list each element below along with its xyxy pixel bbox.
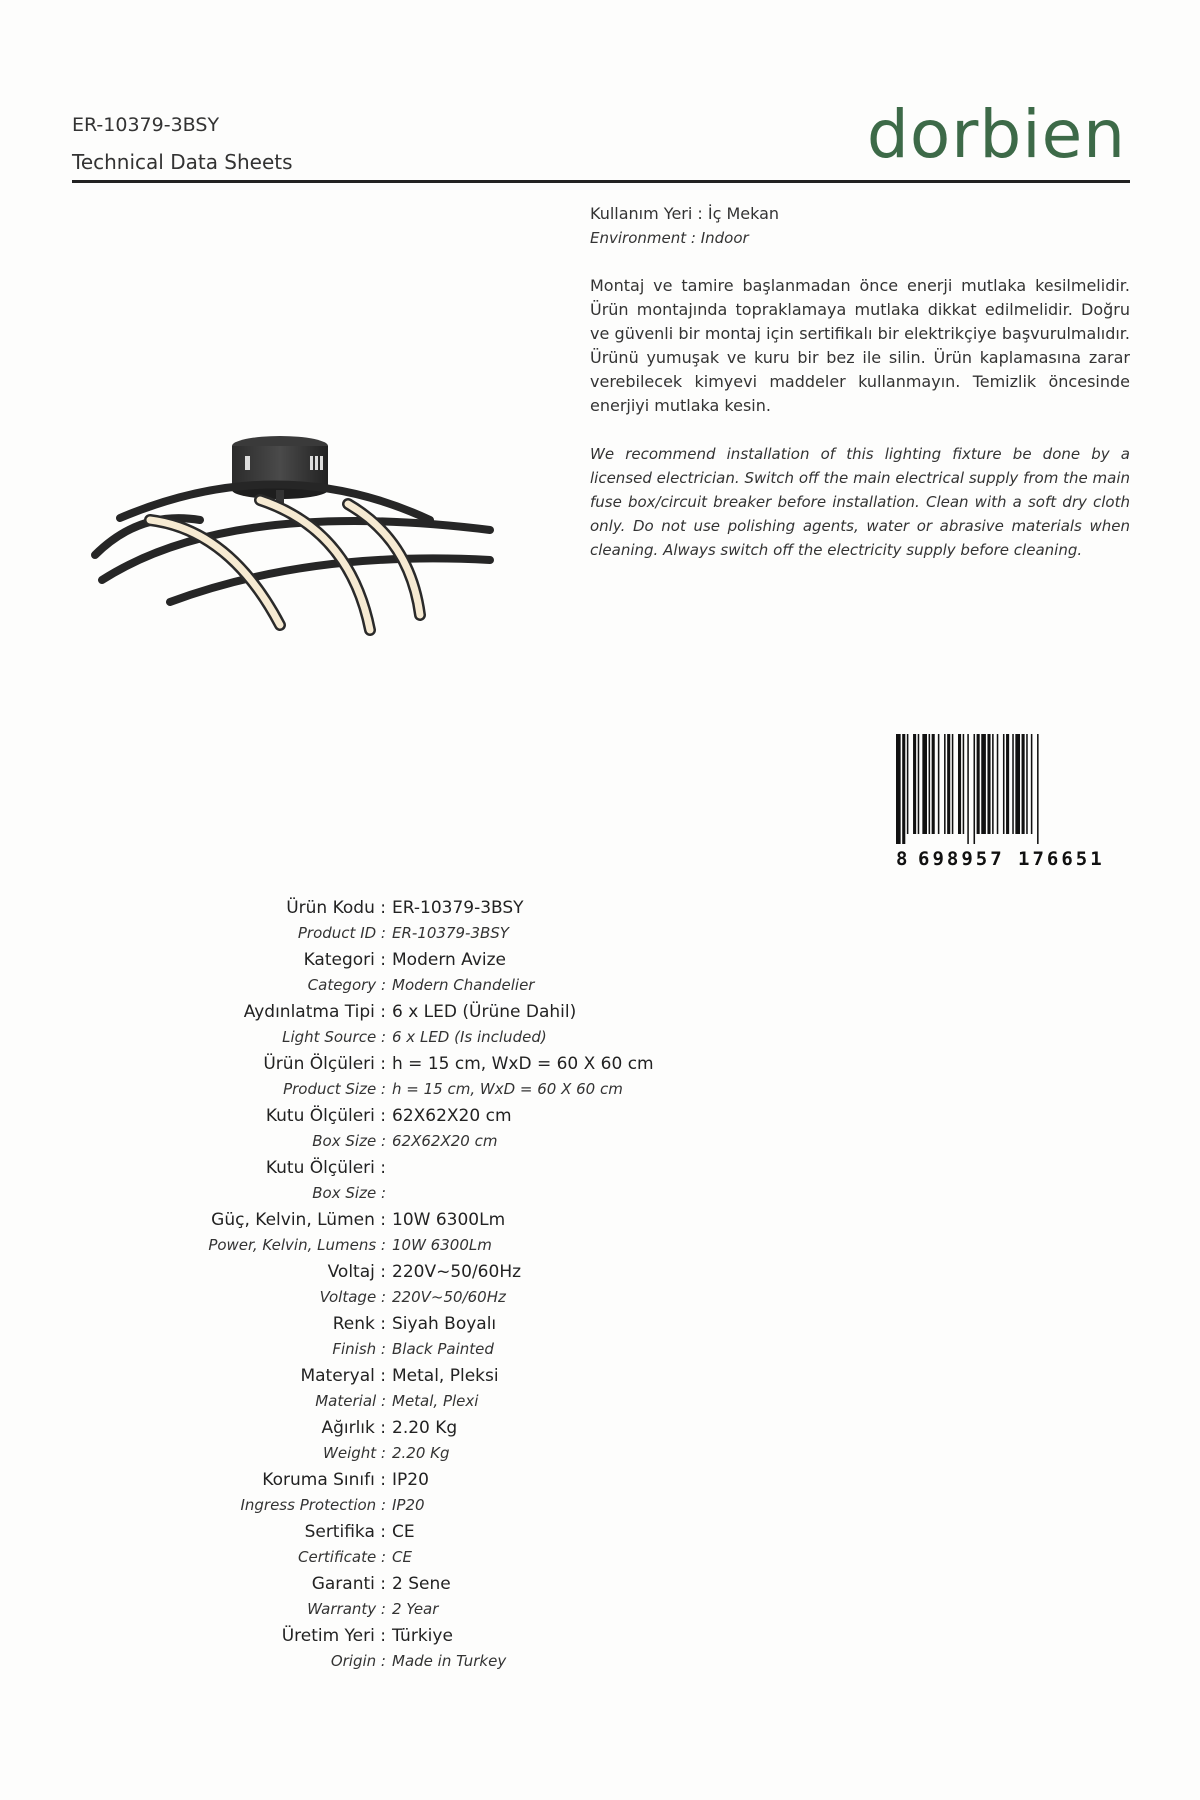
spec-value: Siyah Boyalı <box>392 1314 497 1334</box>
spec-row-tr <box>0 1626 1200 1652</box>
spec-label: Category : <box>307 976 386 994</box>
spec-value: 220V~50/60Hz <box>392 1288 506 1306</box>
spec-value: 10W 6300Lm <box>392 1236 492 1254</box>
spec-row-tr <box>0 1002 1200 1028</box>
spec-label: Box Size : <box>312 1184 386 1202</box>
spec-row-tr <box>0 1158 1200 1184</box>
product-code-header: ER-10379-3BSY <box>72 114 220 136</box>
usage-en: Environment : Indoor <box>590 229 749 247</box>
spec-value: Türkiye <box>392 1626 453 1646</box>
spec-value: h = 15 cm, WxD = 60 X 60 cm <box>392 1054 654 1074</box>
barcode-bar <box>967 734 969 844</box>
spec-value: Made in Turkey <box>392 1652 507 1670</box>
spec-value: 2 Sene <box>392 1574 451 1594</box>
spec-row-en <box>0 1392 1200 1418</box>
spec-row-tr <box>0 1470 1200 1496</box>
brand-logo: dorbien <box>866 96 1126 173</box>
spec-value: Modern Avize <box>392 950 506 970</box>
spec-value: 62X62X20 cm <box>392 1106 512 1126</box>
spec-row-en <box>0 1080 1200 1106</box>
spec-value: 6 x LED (Ürüne Dahil) <box>392 1002 577 1022</box>
spec-row-en <box>0 1340 1200 1366</box>
barcode-bar <box>1031 734 1033 834</box>
spec-label: Koruma Sınıfı : <box>262 1470 386 1490</box>
spec-value: h = 15 cm, WxD = 60 X 60 cm <box>392 1080 623 1098</box>
barcode-bar <box>1012 734 1014 834</box>
spec-value: IP20 <box>392 1470 429 1490</box>
spec-value: CE <box>392 1548 412 1566</box>
spec-row-en <box>0 1288 1200 1314</box>
spec-label: Aydınlatma Tipi : <box>243 1002 386 1022</box>
spec-label: Origin : <box>330 1652 386 1670</box>
spec-row-tr <box>0 1106 1200 1132</box>
spec-row-en <box>0 1444 1200 1470</box>
specifications-table <box>0 898 1200 1678</box>
barcode-bar <box>907 734 909 834</box>
spec-label: Renk : <box>332 1314 386 1334</box>
spec-label: Ürün Ölçüleri : <box>263 1054 386 1074</box>
document-subtitle: Technical Data Sheets <box>72 150 293 174</box>
spec-label: Box Size : <box>312 1132 386 1150</box>
barcode-bar <box>1006 734 1009 834</box>
spec-value: 220V~50/60Hz <box>392 1262 522 1282</box>
spec-value: 6 x LED (Is included) <box>392 1028 547 1046</box>
spec-value: 10W 6300Lm <box>392 1210 506 1230</box>
spec-row-en <box>0 1184 1200 1210</box>
spec-label: Light Source : <box>282 1028 386 1046</box>
spec-label: Voltage : <box>319 1288 386 1306</box>
barcode-bar <box>896 734 901 844</box>
spec-label: Power, Kelvin, Lumens : <box>208 1236 386 1254</box>
spec-row-en <box>0 1236 1200 1262</box>
spec-row-tr <box>0 950 1200 976</box>
spec-value: Metal, Plexi <box>392 1392 479 1410</box>
barcode-bar <box>1022 734 1025 834</box>
barcode-bar <box>1026 734 1028 834</box>
barcode-digit-first: 8 <box>896 848 908 870</box>
barcode-bar <box>913 734 916 834</box>
spec-label: Finish : <box>332 1340 386 1358</box>
spec-row-tr <box>0 1418 1200 1444</box>
spec-row-tr <box>0 1522 1200 1548</box>
barcode-bar <box>987 734 990 834</box>
spec-label: Üretim Yeri : <box>281 1626 386 1646</box>
barcode-bar <box>997 734 999 834</box>
spec-row-en <box>0 924 1200 950</box>
spec-row-tr <box>0 1054 1200 1080</box>
barcode-bar <box>902 734 905 844</box>
spec-value: Black Painted <box>392 1340 494 1358</box>
barcode-bar <box>944 734 946 834</box>
barcode-bar <box>958 734 961 834</box>
barcode-bar <box>992 734 994 834</box>
spec-label: Ağırlık : <box>321 1418 386 1438</box>
safety-notes-en <box>590 442 1130 562</box>
spec-value: CE <box>392 1522 415 1542</box>
spec-label: Ingress Protection : <box>240 1496 386 1514</box>
barcode-bar <box>963 734 965 834</box>
spec-row-tr <box>0 1366 1200 1392</box>
barcode-digits-right: 176651 <box>1018 848 1105 870</box>
safety-notes-tr-text: Montaj ve tamire başlanmadan önce enerji mutlaka kesilmelidir. Ürün montajında topraklamaya mutlaka dikkat edilmelidir. Doğru ve güvenli bir montaj için sertifikalı bir elektrikçiye başvurulmalıdır. Ürünü yumuşak ve kuru bir bez ile silin. Ürün kaplamasına zarar verebilecek kimyevi maddeler kullanmayın. Temizlik öncesinde enerjiyi mutlaka kesin. <box>590 276 1130 415</box>
barcode-bar <box>981 734 986 834</box>
barcode-bar <box>977 734 980 834</box>
barcode <box>896 734 1128 874</box>
spec-label: Certificate : <box>298 1548 386 1566</box>
spec-value: ER-10379-3BSY <box>392 924 509 942</box>
spec-label: Garanti : <box>311 1574 386 1594</box>
spec-row-tr <box>0 1574 1200 1600</box>
spec-label: Kategori : <box>303 950 386 970</box>
barcode-bar <box>1015 734 1020 834</box>
barcode-bar <box>1037 734 1039 844</box>
spec-row-en <box>0 1652 1200 1678</box>
spec-row-tr <box>0 1262 1200 1288</box>
spec-value: IP20 <box>392 1496 425 1514</box>
spec-value: Modern Chandelier <box>392 976 535 994</box>
barcode-bar <box>929 734 931 834</box>
spec-row-en <box>0 1132 1200 1158</box>
spec-row-tr <box>0 1314 1200 1340</box>
spec-label: Kutu Ölçüleri : <box>265 1158 386 1178</box>
spec-row-en <box>0 1600 1200 1626</box>
barcode-bar <box>932 734 935 834</box>
spec-label: Material : <box>315 1392 386 1410</box>
barcode-bar <box>947 734 950 834</box>
spec-row-tr <box>0 1210 1200 1236</box>
spec-label: Kutu Ölçüleri : <box>265 1106 386 1126</box>
spec-value: 2.20 Kg <box>392 1418 458 1438</box>
header-divider <box>72 180 1130 183</box>
spec-value: 2.20 Kg <box>392 1444 450 1462</box>
spec-row-en <box>0 1548 1200 1574</box>
spec-label: Sertifika : <box>304 1522 386 1542</box>
spec-value: 2 Year <box>392 1600 439 1618</box>
barcode-bar <box>938 734 940 834</box>
spec-label: Voltaj : <box>327 1262 386 1282</box>
spec-row-tr <box>0 898 1200 924</box>
barcode-bar <box>1003 734 1005 834</box>
spec-value: Metal, Pleksi <box>392 1366 499 1386</box>
spec-row-en <box>0 1496 1200 1522</box>
safety-notes-tr <box>590 274 1130 418</box>
spec-label: Materyal : <box>300 1366 386 1386</box>
spec-label: Product ID : <box>297 924 386 942</box>
usage-tr: Kullanım Yeri : İç Mekan <box>590 204 780 223</box>
safety-notes-en-text: We recommend installation of this lighting fixture be done by a licensed electrician. Switch off the main electrical supply from the main fuse box/circuit breaker before installation. Clean with a soft dry cloth only. Do not use polishing agents, water or abrasive materials when cleaning. Always switch off the electricity supply before cleaning. <box>590 445 1130 559</box>
barcode-bar <box>952 734 954 834</box>
product-image <box>80 420 500 640</box>
spec-label: Güç, Kelvin, Lümen : <box>211 1210 386 1230</box>
spec-row-en <box>0 976 1200 1002</box>
barcode-bar <box>922 734 927 834</box>
spec-label: Product Size : <box>283 1080 386 1098</box>
barcode-digits-left: 698957 <box>918 848 1005 870</box>
spec-value: ER-10379-3BSY <box>392 898 524 918</box>
barcode-bars <box>896 734 1128 844</box>
spec-label: Warranty : <box>307 1600 386 1618</box>
spec-row-en <box>0 1028 1200 1054</box>
spec-label: Weight : <box>323 1444 386 1462</box>
spec-label: Ürün Kodu : <box>286 898 386 918</box>
barcode-bar <box>974 734 976 844</box>
spec-value: 62X62X20 cm <box>392 1132 498 1150</box>
barcode-bar <box>918 734 920 834</box>
usage-section <box>590 204 1130 247</box>
